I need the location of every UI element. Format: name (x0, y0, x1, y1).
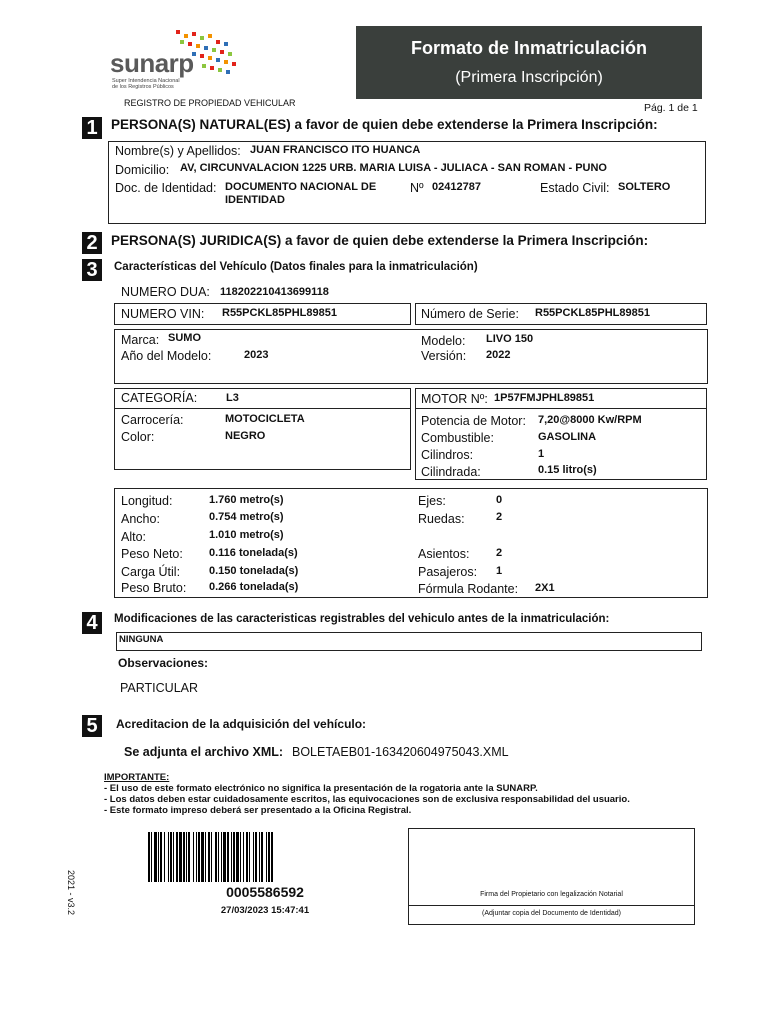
signature-label: Firma del Propietario con legalización Notarial (480, 891, 623, 898)
combustible-value: GASOLINA (538, 431, 597, 443)
xml-value: BOLETAEB01-163420604975043.XML (292, 745, 509, 759)
logo-subtitle-2: de los Registros Públicos (112, 84, 174, 90)
pasajeros-value: 1 (496, 565, 503, 577)
carroceria-label: Carrocería: (121, 413, 184, 427)
important-line-2: - Los datos deben estar cuidadosamente escritos, las equivocaciones son de exclusiva responsabilidad del usuario. (104, 794, 630, 805)
barcode-number: 0005586592 (226, 884, 304, 900)
categoria-value: L3 (226, 392, 239, 404)
dua-value: 118202210413699118 (220, 286, 329, 298)
signature-divider (408, 905, 695, 906)
vin-value: R55PCKL85PHL89851 (222, 307, 337, 319)
potencia-value: 7,20@8000 Kw/RPM (538, 414, 642, 426)
serie-value: R55PCKL85PHL89851 (535, 307, 650, 319)
version-label: Versión: (421, 349, 467, 363)
asientos-value: 2 (496, 547, 503, 559)
section-2-number: 2 (82, 232, 102, 254)
ancho-label: Ancho: (121, 512, 160, 526)
peso-neto-value: 0.116 tonelada(s) (209, 547, 298, 559)
cilindrada-value: 0.15 litro(s) (538, 464, 597, 476)
serie-label: Número de Serie: (421, 307, 519, 321)
section-5-number: 5 (82, 715, 102, 737)
peso-bruto-label: Peso Bruto: (121, 581, 187, 595)
barcode-datetime: 27/03/2023 15:47:41 (220, 905, 310, 916)
section-2-title: PERSONA(S) JURIDICA(S) a favor de quien debe extenderse la Primera Inscripción: (111, 233, 649, 248)
carga-value: 0.150 tonelada(s) (209, 565, 299, 577)
ejes-value: 0 (496, 494, 503, 506)
name-value: JUAN FRANCISCO ITO HUANCA (250, 144, 421, 156)
cilindros-label: Cilindros: (421, 448, 474, 462)
section-3-title: Características del Vehículo (Datos finales para la inmatriculación) (114, 261, 478, 273)
signature-note: (Adjuntar copia del Documento de Identidad) (482, 910, 621, 917)
modifications-box (116, 632, 702, 651)
asientos-label: Asientos: (418, 547, 470, 561)
carga-label: Carga Útil: (121, 565, 181, 579)
address-value: AV, CIRCUNVALACION 1225 URB. MARIA LUISA - JULIACA - SAN ROMAN - PUNO (180, 162, 607, 174)
color-label: Color: (121, 430, 155, 444)
peso-bruto-value: 0.266 tonelada(s) (209, 581, 299, 593)
logo-subtitle-1: Super Intendencia Nacional (112, 78, 180, 84)
logo-text: sunarp (110, 48, 194, 78)
ancho-value: 0.754 metro(s) (209, 511, 284, 523)
id-label: Doc. de Identidad: (115, 181, 217, 195)
ruedas-value: 2 (496, 511, 503, 523)
civil-status-value: SOLTERO (618, 181, 671, 193)
formula-value: 2X1 (535, 582, 555, 594)
version-value: 2022 (486, 349, 511, 361)
registry-label: REGISTRO DE PROPIEDAD VEHICULAR (124, 98, 296, 108)
longitud-value: 1.760 metro(s) (209, 494, 284, 506)
barcode-bar (273, 832, 274, 882)
section-4-title: Modificaciones de las caracteristicas registrables del vehiculo antes de la inmatriculación: (114, 613, 610, 625)
anio-value: 2023 (244, 349, 269, 361)
carroceria-value: MOTOCICLETA (225, 413, 305, 425)
id-number-label: Nº (410, 181, 424, 195)
formula-label: Fórmula Rodante: (418, 582, 519, 596)
categoria-label: CATEGORÍA: (121, 391, 198, 405)
cilindrada-label: Cilindrada: (421, 465, 481, 479)
peso-neto-label: Peso Neto: (121, 547, 183, 561)
page-number: Pág. 1 de 1 (644, 102, 698, 114)
form-version: 2021 - v3.2 (66, 870, 76, 916)
barcode (148, 832, 380, 882)
motor-value: 1P57FMJPHL89851 (494, 392, 595, 404)
observations-value: PARTICULAR (120, 681, 199, 695)
category-divider (114, 408, 411, 409)
ejes-label: Ejes: (418, 494, 446, 508)
modelo-value: LIVO 150 (486, 333, 534, 345)
modifications-value: NINGUNA (119, 634, 164, 645)
sunarp-logo (110, 28, 240, 90)
important-title: IMPORTANTE: (104, 772, 170, 783)
section-1-title: PERSONA(S) NATURAL(ES) a favor de quien debe extenderse la Primera Inscripción: (111, 117, 658, 132)
section-3-number: 3 (82, 259, 102, 281)
title-bar (356, 26, 702, 99)
xml-label: Se adjunta el archivo XML: (124, 745, 284, 759)
anio-label: Año del Modelo: (121, 349, 212, 363)
id-number-value: 02412787 (432, 181, 481, 193)
vin-label: NUMERO VIN: (121, 307, 205, 321)
id-type-line-1: DOCUMENTO NACIONAL DE (225, 181, 377, 193)
longitud-label: Longitud: (121, 494, 173, 508)
motor-label: MOTOR Nº: (421, 392, 488, 406)
section-5-title: Acreditacion de la adquisición del vehículo: (116, 717, 367, 731)
cilindros-value: 1 (538, 448, 545, 460)
modelo-label: Modelo: (421, 334, 466, 348)
potencia-label: Potencia de Motor: (421, 414, 526, 428)
name-label: Nombre(s) y Apellidos: (115, 144, 241, 158)
alto-label: Alto: (121, 530, 147, 544)
color-value: NEGRO (225, 430, 266, 442)
address-label: Domicilio: (115, 163, 170, 177)
id-type-line-2: IDENTIDAD (225, 194, 285, 206)
pasajeros-label: Pasajeros: (418, 565, 478, 579)
civil-status-label: Estado Civil: (540, 181, 610, 195)
dua-label: NUMERO DUA: (121, 285, 210, 299)
motor-divider (415, 408, 707, 409)
form-title: Formato de Inmatriculación (410, 38, 648, 58)
alto-value: 1.010 metro(s) (209, 529, 284, 541)
marca-value: SUMO (168, 332, 201, 344)
important-line-1: - El uso de este formato electrónico no significa la presentación de la rogatoria ante la SUNARP. (104, 783, 538, 794)
marca-label: Marca: (121, 333, 160, 347)
ruedas-label: Ruedas: (418, 512, 465, 526)
form-subtitle: (Primera Inscripción) (455, 69, 603, 86)
section-4-number: 4 (82, 612, 102, 634)
dimensions-box (114, 488, 708, 598)
important-line-3: - Este formato impreso deberá ser presentado a la Oficina Registral. (104, 805, 412, 816)
observations-label: Observaciones: (118, 656, 209, 670)
section-1-number: 1 (82, 117, 102, 139)
combustible-label: Combustible: (421, 431, 494, 445)
